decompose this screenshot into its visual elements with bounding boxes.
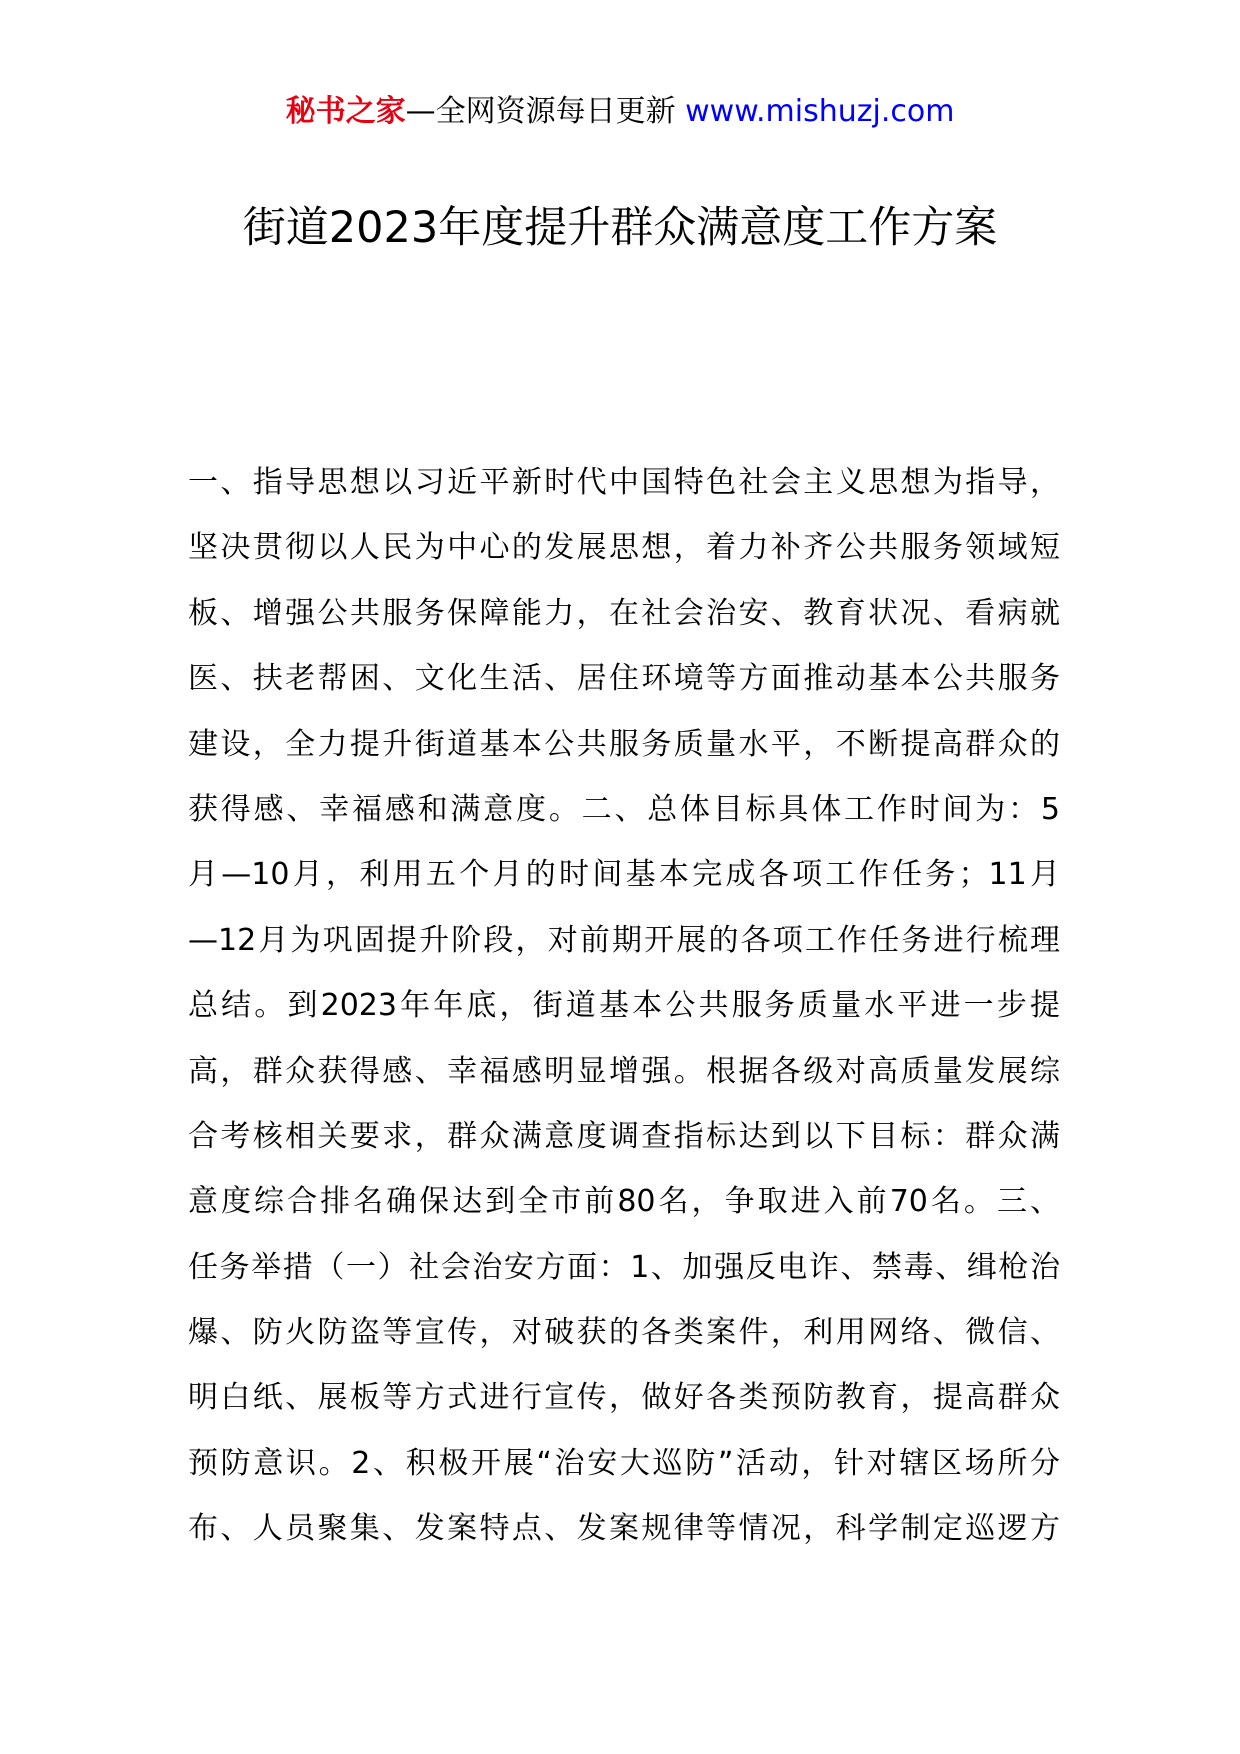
body-line: 建设，全力提升街道基本公共服务质量水平，不断提高群众的 — [188, 726, 1060, 762]
site-header — [0, 92, 1240, 132]
body-line: 明白纸、展板等方式进行宣传，做好各类预防教育，提高群众 — [188, 1380, 1060, 1416]
body-line: 总结。到2023年年底，街道基本公共服务质量水平进一步提 — [188, 988, 1060, 1024]
body-line: 获得感、幸福感和满意度。二、总体目标具体工作时间为：5 — [188, 791, 1060, 827]
body-line: 坚决贯彻以人民为中心的发展思想，着力补齐公共服务领域短 — [188, 530, 1060, 566]
body-line: 爆、防火防盗等宣传，对破获的各类案件，利用网络、微信、 — [188, 1315, 1060, 1351]
body-line: 月—10月，利用五个月的时间基本完成各项工作任务；11月 — [188, 857, 1060, 893]
document-title: 街道2023年度提升群众满意度工作方案 — [242, 203, 998, 253]
document-body — [188, 450, 1060, 1562]
body-line: 合考核相关要求，群众满意度调查指标达到以下目标：群众满 — [188, 1118, 1060, 1154]
body-line: 意度综合排名确保达到全市前80名，争取进入前70名。三、 — [188, 1184, 1060, 1220]
site-tagline: —全网资源每日更新 — [405, 94, 686, 129]
body-line: 布、人员聚集、发案特点、发案规律等情况，科学制定巡逻方 — [188, 1511, 1060, 1547]
body-line: 预防意识。2、积极开展“治安大巡防”活动，针对辖区场所分 — [188, 1445, 1060, 1481]
body-line: 一、指导思想以习近平新时代中国特色社会主义思想为指导， — [188, 465, 1060, 500]
body-line: 高，群众获得感、幸福感明显增强。根据各级对高质量发展综 — [188, 1053, 1060, 1089]
site-brand: 秘书之家 — [285, 94, 406, 129]
body-line: 任务举措（一）社会治安方面：1、加强反电诈、禁毒、缉枪治 — [188, 1249, 1060, 1285]
body-line: —12月为巩固提升阶段，对前期开展的各项工作任务进行梳理 — [188, 922, 1060, 958]
body-line: 医、扶老帮困、文化生活、居住环境等方面推动基本公共服务 — [188, 661, 1060, 697]
body-line: 板、增强公共服务保障能力，在社会治安、教育状况、看病就 — [188, 595, 1060, 631]
site-url-link[interactable]: www.mishuzj.com — [685, 94, 955, 129]
